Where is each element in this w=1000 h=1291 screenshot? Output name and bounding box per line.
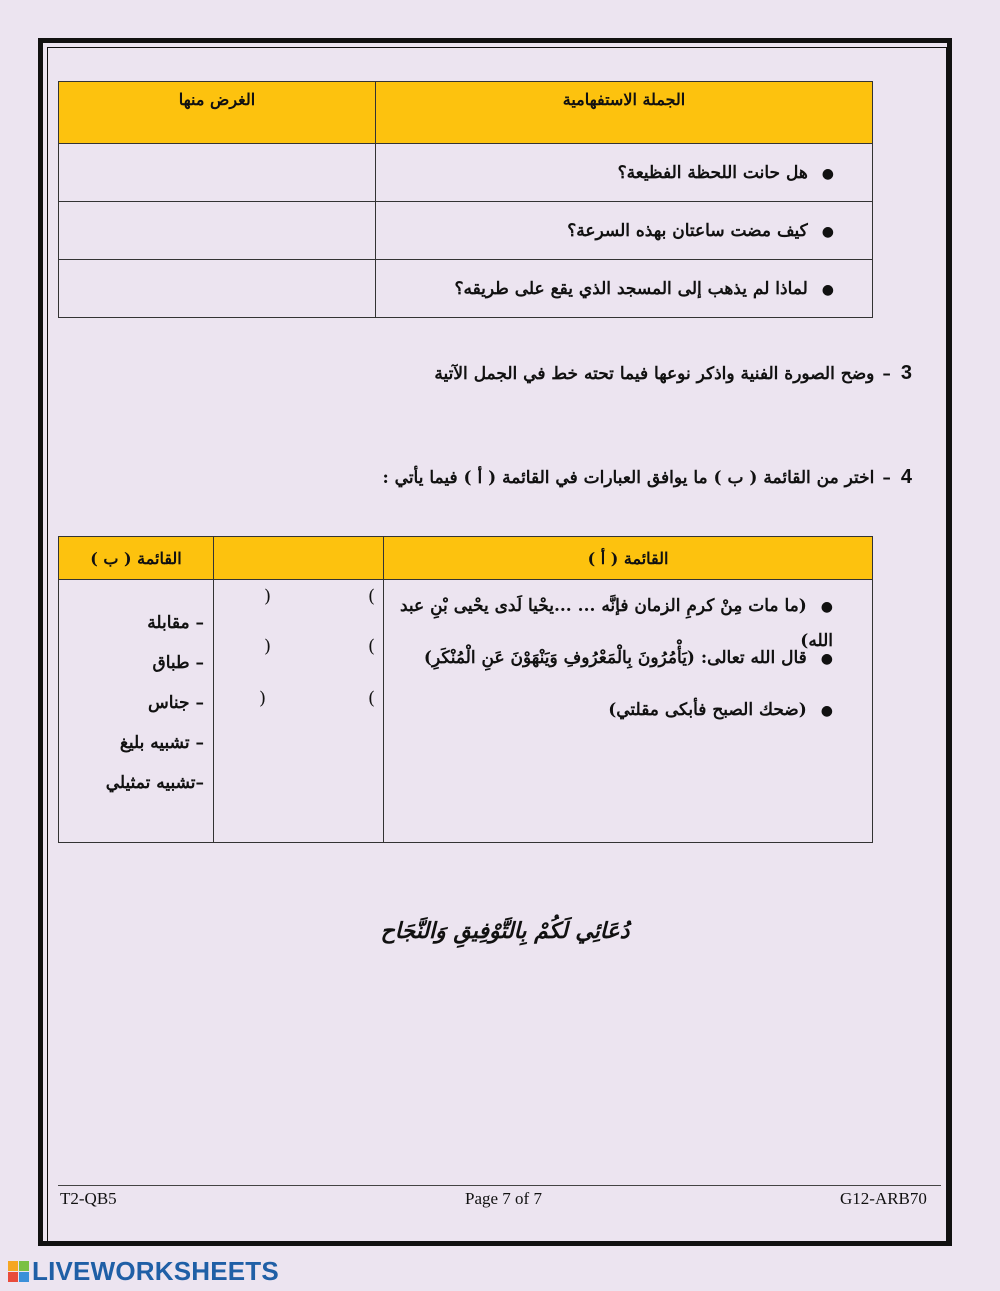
bullet-icon: ● xyxy=(821,165,834,182)
header-list-a: القائمة ( أ ) xyxy=(384,537,873,580)
bullet-icon: ● xyxy=(821,281,834,298)
sentence-text: هل حانت اللحظة الفظيعة؟ xyxy=(617,162,808,183)
list-item: – جناس xyxy=(148,693,204,713)
table-row xyxy=(59,144,873,202)
matching-table xyxy=(58,536,873,843)
question-4-number: 4 xyxy=(900,466,912,488)
list-item: ●قال الله تعالى: (يَأْمُرُونَ بِالْمَعْرُوفِ وَيَنْهَوْنَ عَنِ الْمُنْكَرِ) xyxy=(385,641,833,693)
list-item: – طباق xyxy=(152,653,204,673)
answer-cell[interactable] xyxy=(59,144,376,202)
list-item: ●(ضحك الصبح فأبكى مقلتي) xyxy=(385,693,833,745)
liveworksheets-brand[interactable] xyxy=(8,1255,279,1286)
header-list-b: القائمة ( ب ) xyxy=(59,537,214,580)
table-row xyxy=(59,260,873,318)
bullet-icon: ● xyxy=(821,223,834,240)
list-item: ●(ما مات مِنْ كرمِ الزمان فإنَّه ... ...يحْيا لَدى يحْيى بْنِ عبد الله) xyxy=(385,589,833,641)
question-3 xyxy=(434,362,912,385)
interrogative-table xyxy=(58,81,873,318)
answer-slot[interactable]: ( ) xyxy=(264,636,375,657)
question-4 xyxy=(382,466,912,489)
list-b xyxy=(60,581,212,803)
answer-cell[interactable] xyxy=(59,202,376,260)
sentence-text: لماذا لم يذهب إلى المسجد الذي يقع على طريقه؟ xyxy=(454,278,808,299)
question-3-text: وضح الصورة الفنية واذكر نوعها فيما تحته خط في الجمل الآتية xyxy=(434,364,875,384)
answer-column xyxy=(214,580,384,843)
header-answer-blank xyxy=(214,537,384,580)
table-row xyxy=(59,202,873,260)
question-3-dash: – xyxy=(882,364,891,384)
answer-cell[interactable] xyxy=(59,260,376,318)
header-sentence: الجملة الاستفهامية xyxy=(376,82,873,144)
list-item: –تشبيه تمثيلي xyxy=(105,773,204,793)
footer-code-left: T2-QB5 xyxy=(60,1189,117,1208)
header-purpose: الغرض منها xyxy=(59,82,376,144)
answer-slot[interactable]: ( ) xyxy=(259,688,375,709)
closing-wish: دُعَائِي لَكُمْ بِالتَّوْفِيقِ وَالنَّجَاح xyxy=(380,918,630,944)
footer-page-number: Page 7 of 7 xyxy=(465,1189,542,1208)
footer-divider xyxy=(58,1185,941,1186)
list-item: – تشبيه بليغ xyxy=(119,733,204,753)
sentence-text: كيف مضت ساعتان بهذه السرعة؟ xyxy=(567,220,808,241)
question-3-number: 3 xyxy=(900,362,912,384)
list-item: – مقابلة xyxy=(147,613,204,633)
bullet-icon: ● xyxy=(820,599,833,615)
bullet-icon: ● xyxy=(820,651,833,667)
question-4-text: اختر من القائمة ( ب ) ما يوافق العبارات في القائمة ( أ ) فيما يأتي : xyxy=(382,468,875,488)
bullet-icon: ● xyxy=(820,703,833,719)
answer-slot[interactable]: ( ) xyxy=(264,586,375,607)
footer-code-right: G12-ARB70 xyxy=(840,1189,927,1208)
question-4-dash: – xyxy=(882,468,891,488)
liveworksheets-logo-icon xyxy=(8,1261,29,1282)
list-a xyxy=(385,581,871,745)
brand-name: LIVEWORKSHEETS xyxy=(32,1255,279,1286)
